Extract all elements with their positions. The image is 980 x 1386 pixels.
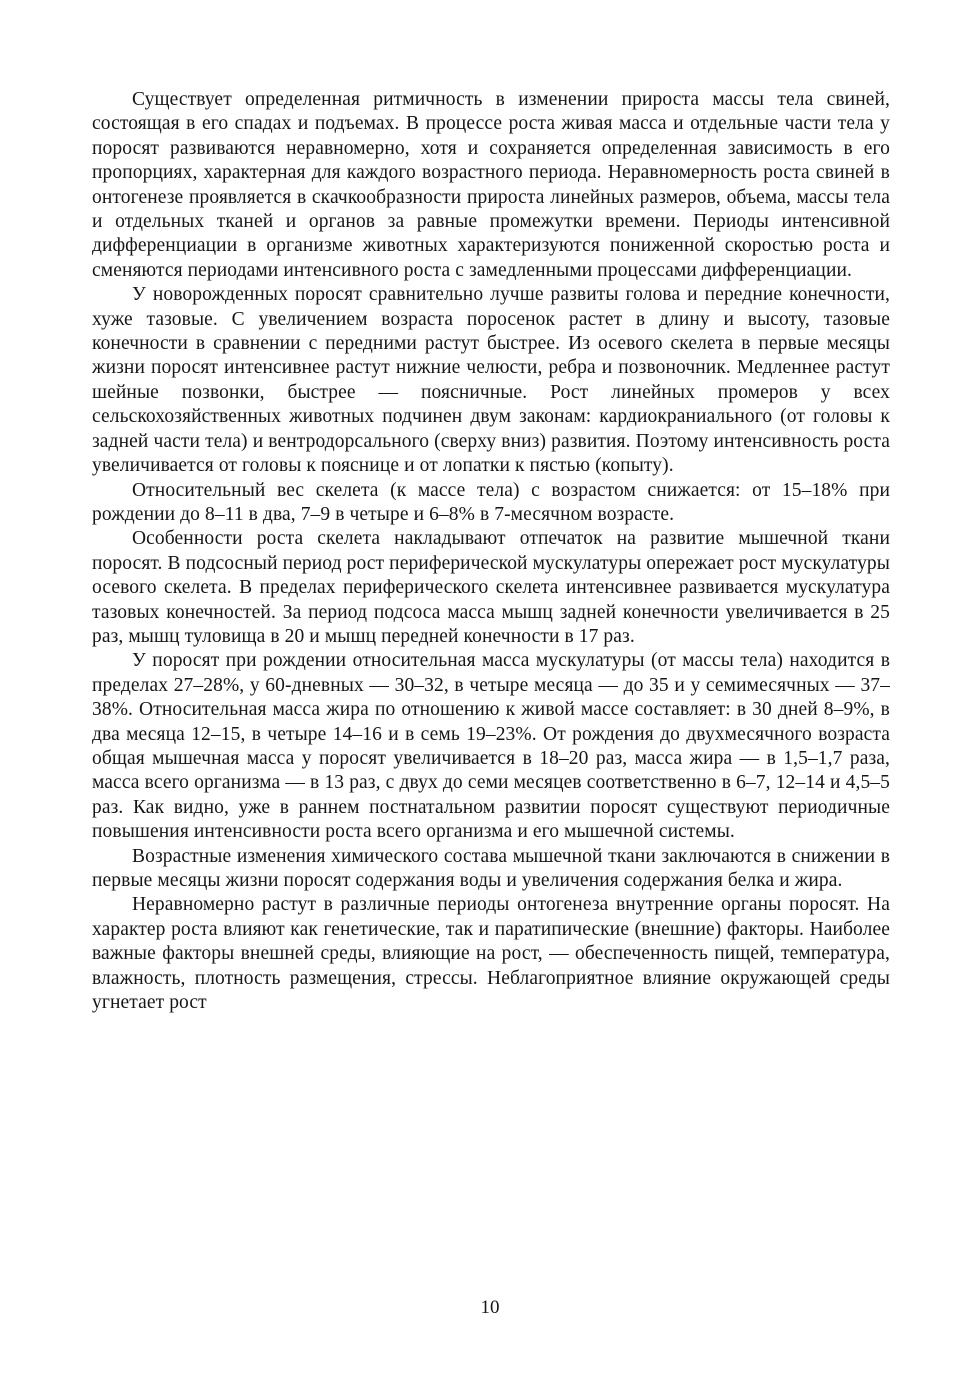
paragraph-skeleton-weight: Относительный вес скелета (к массе тела) с возрастом снижается: от 15–18% при рождении до 8–11 в два, 7–9 в четыре и 6–8% в 7-месячном возрасте. [92, 479, 890, 525]
paragraph-newborn-piglets: У новорожденных поросят сравнительно лучше развиты голова и передние конечности, хуже тазовые. С увеличением возраста поросенок растет в длину и высоту, тазовые конечности в сравнении с передними растут быстрее. Из осевого скелета в первые месяцы жизни поросят интенсивнее растут нижние челюсти, ребра и позвоночник. Медленнее растут шейные позвонки, быстрее — поясничные. Рост линейных промеров у всех сельскохозяйственных животных подчинен двум законам: кардиокраниального (от головы к задней части тела) и вентродорсального (сверху вниз) развития. Поэтому интенсивность роста увеличивается от головы к пояснице и от лопатки к пястью (копыту). [92, 284, 890, 477]
text-block [92, 88, 890, 1015]
paragraph-muscle-development: Особенности роста скелета накладывают отпечаток на развитие мышечной ткани поросят. В подсосный период рост периферической мускулатуры опережает рост мускулатуры осевого скелета. В пределах периферического скелета интенсивнее развивается мускулатура тазовых конечностей. За период подсоса масса мышц задней конечности увеличивается в 25 раз, мышц туловища в 20 и мышц передней конечности в 17 раз. [92, 528, 890, 647]
paragraph-internal-organs: Неравномерно растут в различные периоды онтогенеза внутренние органы поросят. На характер роста влияют как генетические, так и паратипические (внешние) факторы. Наиболее важные факторы внешней среды, влияющие на рост, — обеспеченность пищей, температура, влажность, плотность размещения, стрессы. Неблагоприятное влияние окружающей среды угнетает рост [92, 894, 890, 1014]
paragraph-muscle-fat-mass: У поросят при рождении относительная масса мускулатуры (от массы тела) находится в пределах 27–28%, у 60-дневных — 30–32, в четыре месяца — до 35 и у семимесячных — 37–38%. Относительная масса жира по отношению к живой массе составляет: в 30 дней 8–9%, в два месяца 12–15, в четыре 14–16 и в семь 19–23%. От рождения до двухмесячного возраста общая мышечная масса у поросят увеличивается в 18–20 раз, масса жира — в 1,5–1,7 раза, масса всего организма — в 13 раз, с двух до семи месяцев соответственно в 6–7, 12–14 и 4,5–5 раз. Как видно, уже в раннем постнатальном развитии поросят существуют периодичные повышения интенсивности роста всего организма и его мышечной системы. [92, 650, 890, 843]
paragraph-chemical-composition: Возрастные изменения химического состава мышечной ткани заключаются в снижении в первые месяцы жизни поросят содержания воды и увеличения содержания белка и жира. [92, 845, 890, 891]
page-number: 10 [480, 1297, 500, 1318]
paragraph-growth-rhythm: Существует определенная ритмичность в изменении прироста массы тела свиней, состоящая в его спадах и подъемах. В процессе роста живая масса и отдельные части тела у поросят развиваются неравномерно, хотя и сохраняется определенная зависимость в его пропорциях, характерная для каждого возрастного периода. Неравномерность роста свиней в онтогенезе проявляется в скачкообразности прироста линейных размеров, объема, массы тела и отдельных тканей и органов за равные промежутки времени. Периоды интенсивной дифференциации в организме животных характеризуются пониженной скоростью роста и сменяются периодами интенсивного роста с замедленными процессами дифференциации. [92, 89, 890, 281]
